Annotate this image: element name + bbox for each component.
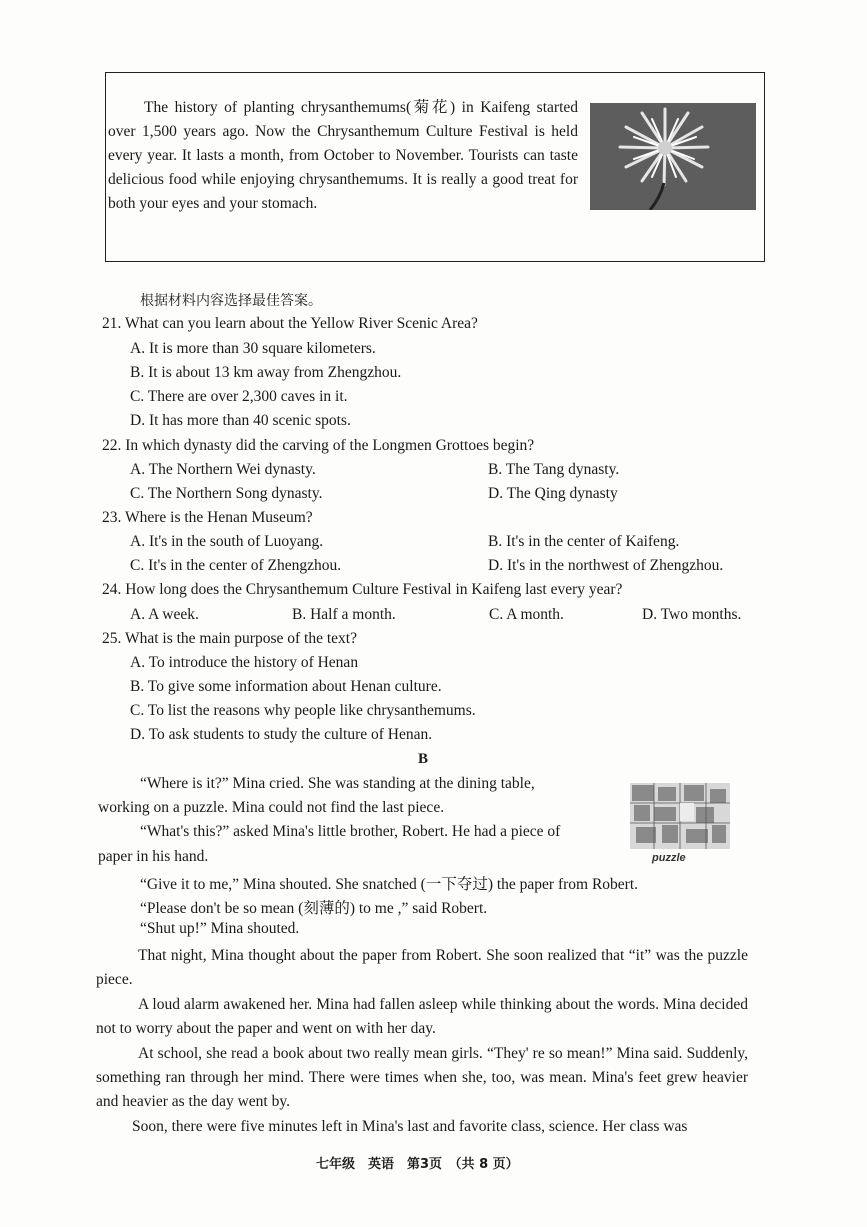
option[interactable]: B. To give some information about Henan culture. xyxy=(130,678,442,695)
option[interactable]: A. A week. xyxy=(130,606,199,623)
question-stem: 23. Where is the Henan Museum? xyxy=(102,509,313,526)
passage-box-text xyxy=(108,96,578,216)
option[interactable]: B. The Tang dynasty. xyxy=(488,461,620,478)
story-line: paper in his hand. xyxy=(98,848,209,865)
option[interactable]: B. It's in the center of Kaifeng. xyxy=(488,533,680,550)
question-stem: 22. In which dynasty did the carving of the Longmen Grottoes begin? xyxy=(102,437,535,454)
story-line: “Shut up!” Mina shouted. xyxy=(140,920,300,937)
page-footer: 七年级 英语 第3页 （共 8 页） xyxy=(316,1157,519,1172)
option[interactable]: A. It's in the south of Luoyang. xyxy=(130,533,324,550)
option[interactable]: A. The Northern Wei dynasty. xyxy=(130,461,316,478)
option[interactable]: D. It has more than 40 scenic spots. xyxy=(130,412,351,429)
option[interactable]: C. There are over 2,300 caves in it. xyxy=(130,388,348,405)
option[interactable]: D. The Qing dynasty xyxy=(488,485,618,502)
question-stem: 24. How long does the Chrysanthemum Culture Festival in Kaifeng last every year? xyxy=(102,581,623,598)
story-text: That night, Mina thought about the paper from Robert. She soon realized that “it” was the puzzle piece. xyxy=(96,947,748,989)
option[interactable]: C. To list the reasons why people like chrysanthemums. xyxy=(130,702,476,719)
option[interactable]: C. A month. xyxy=(489,606,564,623)
story-paragraph xyxy=(96,944,748,1139)
chrysanthemum-paragraph: The history of planting chrysanthemums(菊花) in Kaifeng started over 1,500 years ago. Now the Chrysanthemum Culture Festival is held every year. It lasts a month, from October to November. Tourists can taste delicious food while enjoying chrysanthemums. It is really a good treat for both your eyes and your stomach. xyxy=(108,99,578,212)
story-line: working on a puzzle. Mina could not find the last piece. xyxy=(98,799,445,816)
option[interactable]: D. It's in the northwest of Zhengzhou. xyxy=(488,557,724,574)
puzzle-image xyxy=(624,779,734,855)
story-text: A loud alarm awakened her. Mina had fallen asleep while thinking about the words. Mina decided not to worry about the paper and went on with her day. xyxy=(96,995,748,1038)
story-text: Soon, there were five minutes left in Mina's last and favorite class, science. Her class was xyxy=(132,1117,688,1135)
question-stem: 21. What can you learn about the Yellow River Scenic Area? xyxy=(102,315,478,332)
section-heading: B xyxy=(418,751,429,767)
option[interactable]: A. To introduce the history of Henan xyxy=(130,654,359,671)
story-line: “Where is it?” Mina cried. She was standing at the dining table, xyxy=(140,775,535,792)
option[interactable]: A. It is more than 30 square kilometers. xyxy=(130,340,376,357)
option[interactable]: B. Half a month. xyxy=(292,606,396,623)
story-text: At school, she read a book about two really mean girls. “They' re so mean!” Mina said. Suddenly, something ran through her mind. There were times when she, too, was mean. Mina's feet grew heavier and heavier as the day went by. xyxy=(96,1044,748,1111)
instruction: 根据材料内容选择最佳答案。 xyxy=(140,293,322,309)
story-line: “Please don't be so mean (刻薄的) to me ,” said Robert. xyxy=(140,900,488,917)
option[interactable]: C. It's in the center of Zhengzhou. xyxy=(130,557,342,574)
puzzle-caption: puzzle xyxy=(652,852,686,864)
story-line: “What's this?” asked Mina's little brother, Robert. He had a piece of xyxy=(140,823,561,840)
story-line: “Give it to me,” Mina shouted. She snatched (一下夺过) the paper from Robert. xyxy=(140,876,639,893)
option[interactable]: B. It is about 13 km away from Zhengzhou. xyxy=(130,364,402,381)
question-stem: 25. What is the main purpose of the text? xyxy=(102,630,357,647)
option[interactable]: D. To ask students to study the culture of Henan. xyxy=(130,726,433,743)
chrysanthemum-photo xyxy=(590,103,756,210)
option[interactable]: D. Two months. xyxy=(642,606,742,623)
option[interactable]: C. The Northern Song dynasty. xyxy=(130,485,323,502)
